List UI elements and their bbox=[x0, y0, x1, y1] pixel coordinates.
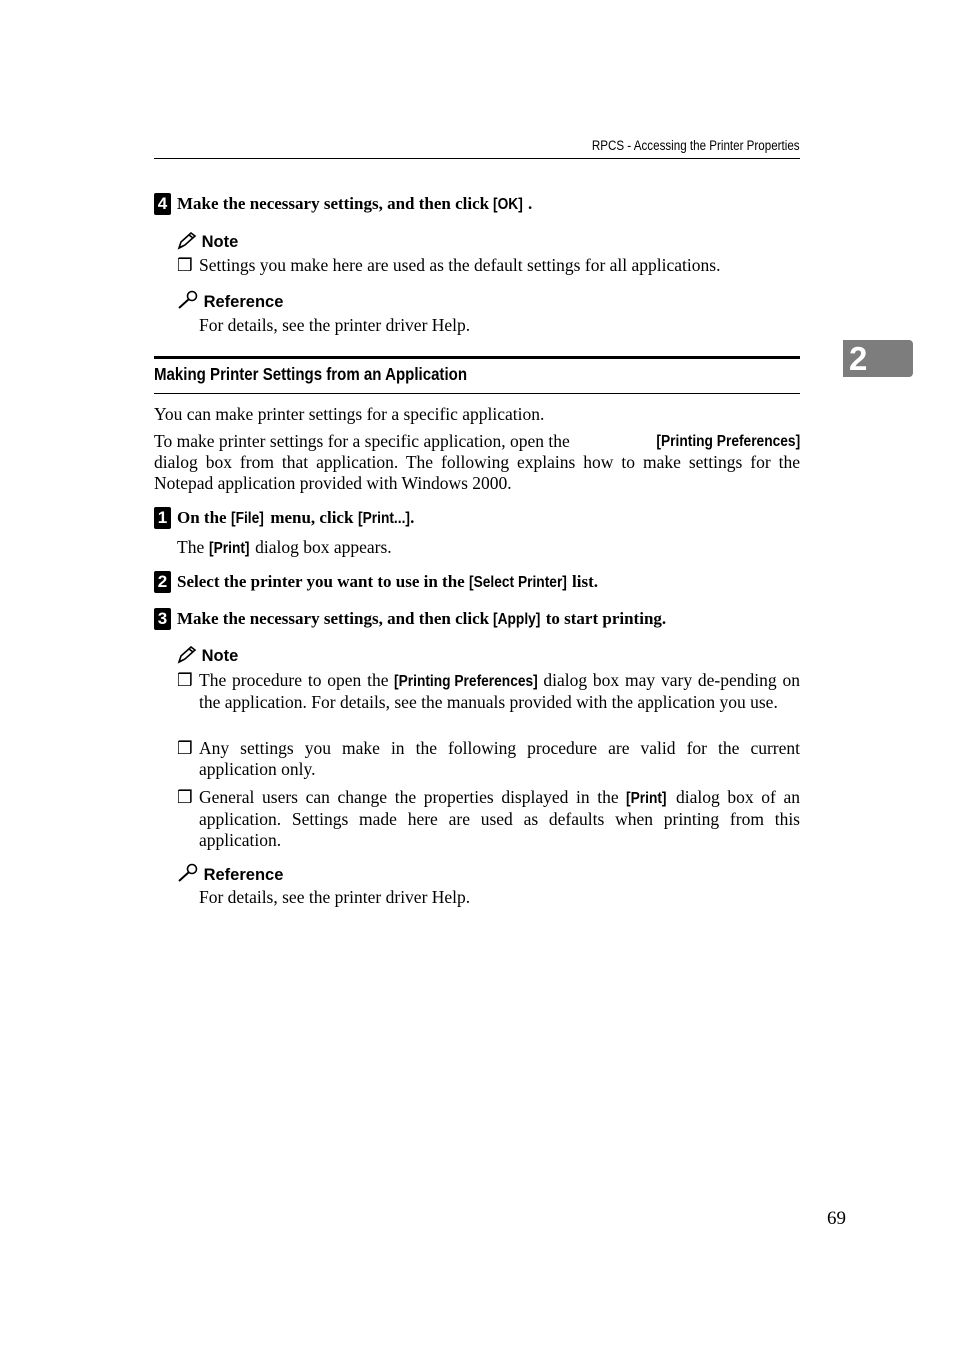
checkbox-bullet-icon: ❒ bbox=[177, 670, 193, 690]
step-4-text: Make the necessary settings, and then click bbox=[177, 194, 494, 213]
step-number-badge: 4 bbox=[154, 193, 171, 215]
section-title-text: Making Printer Settings from an Application bbox=[154, 364, 468, 384]
ui-label-printing-preferences: [Printing Preferences] bbox=[656, 433, 800, 450]
step-2-text-a: Select the printer you want to use in the bbox=[177, 572, 469, 591]
step-1-result bbox=[177, 537, 392, 559]
checkbox-bullet-icon: ❒ bbox=[177, 255, 193, 275]
magnifier-icon bbox=[177, 293, 199, 311]
pencil-icon bbox=[177, 233, 197, 251]
step-2-text-b: list. bbox=[567, 572, 599, 591]
running-header-text: RPCS - Accessing the Printer Properties bbox=[592, 138, 800, 153]
reference-heading bbox=[177, 290, 283, 312]
step-1-result-a: The bbox=[177, 537, 209, 557]
pencil-icon bbox=[177, 647, 197, 665]
section-rule-top bbox=[154, 356, 800, 359]
note-item-1-a: The procedure to open the bbox=[199, 670, 395, 690]
note-item-3-a: General users can change the properties displayed in the bbox=[199, 787, 627, 807]
note-item-3-b: dialog box of an application. Settings made here are used as defaults when printing from this application. bbox=[199, 787, 800, 850]
note-item bbox=[177, 255, 800, 276]
step-3-text-b: to start printing. bbox=[541, 609, 667, 628]
ui-label-print-menu: [Print...] bbox=[357, 510, 410, 527]
note-label: Note bbox=[201, 233, 239, 251]
step-2 bbox=[154, 571, 598, 594]
intro-paragraph-1: You can make printer settings for a specific application. bbox=[154, 404, 545, 424]
step-3 bbox=[154, 608, 666, 631]
step-4 bbox=[154, 193, 532, 216]
note-item bbox=[177, 670, 800, 713]
step-1-text-b: menu, click bbox=[266, 508, 358, 527]
note-item-text bbox=[199, 787, 800, 851]
section-rule-bottom bbox=[154, 393, 800, 394]
note-item bbox=[177, 738, 800, 780]
note-heading bbox=[177, 232, 238, 252]
step-4-period: . bbox=[528, 194, 533, 213]
note-item bbox=[177, 787, 800, 851]
checkbox-bullet-icon: ❒ bbox=[177, 738, 193, 758]
step-3-text-a: Make the necessary settings, and then click bbox=[177, 609, 494, 628]
ui-label-print: [Print] bbox=[626, 790, 667, 807]
chapter-number: 2 bbox=[849, 340, 868, 377]
reference-text: For details, see the printer driver Help. bbox=[199, 887, 471, 907]
reference-label: Reference bbox=[203, 293, 284, 311]
step-1-text-a: On the bbox=[177, 508, 231, 527]
reference-text: For details, see the printer driver Help. bbox=[199, 315, 471, 335]
intro-line-1 bbox=[154, 431, 800, 452]
step-1-result-b: dialog box appears. bbox=[250, 537, 392, 557]
step-1-period: . bbox=[410, 508, 415, 527]
intro-text-b: dialog box from that application. The following explains how to make settings for the Notepad application provided with Windows 2000. bbox=[154, 452, 800, 493]
checkbox-bullet-icon: ❒ bbox=[177, 787, 193, 807]
ui-label-printing-preferences: [Printing Preferences] bbox=[394, 673, 539, 690]
note-heading bbox=[177, 646, 238, 666]
note-item-text: Any settings you make in the following procedure are valid for the current application only. bbox=[199, 738, 800, 779]
reference-heading bbox=[177, 863, 283, 885]
step-number-badge: 3 bbox=[154, 608, 171, 630]
ui-label-apply: [Apply] bbox=[493, 611, 541, 628]
magnifier-icon bbox=[177, 866, 199, 884]
chapter-tab bbox=[843, 340, 913, 377]
reference-label: Reference bbox=[203, 866, 284, 884]
ui-label-print: [Print] bbox=[208, 540, 250, 557]
note-label: Note bbox=[201, 647, 239, 665]
ui-label-select-printer: [Select Printer] bbox=[468, 574, 567, 591]
ui-label-ok: [OK] bbox=[493, 196, 524, 213]
intro-text-a: To make printer settings for a specific application, open the bbox=[154, 431, 570, 451]
section-title bbox=[154, 364, 518, 385]
intro-paragraph-2 bbox=[154, 431, 800, 494]
step-number-badge: 1 bbox=[154, 507, 171, 529]
step-1 bbox=[154, 507, 414, 530]
ui-label-file: [File] bbox=[230, 510, 264, 527]
note-item-text bbox=[199, 670, 800, 713]
note-item-1-b: dialog box may vary de-pending on the application. For details, see the manuals provided with the application you use. bbox=[199, 670, 800, 712]
note-item-text: Settings you make here are used as the default settings for all applications. bbox=[199, 255, 721, 275]
step-number-badge: 2 bbox=[154, 571, 171, 593]
header-rule bbox=[154, 158, 800, 159]
running-header bbox=[154, 138, 800, 153]
page-number: 69 bbox=[827, 1208, 846, 1229]
